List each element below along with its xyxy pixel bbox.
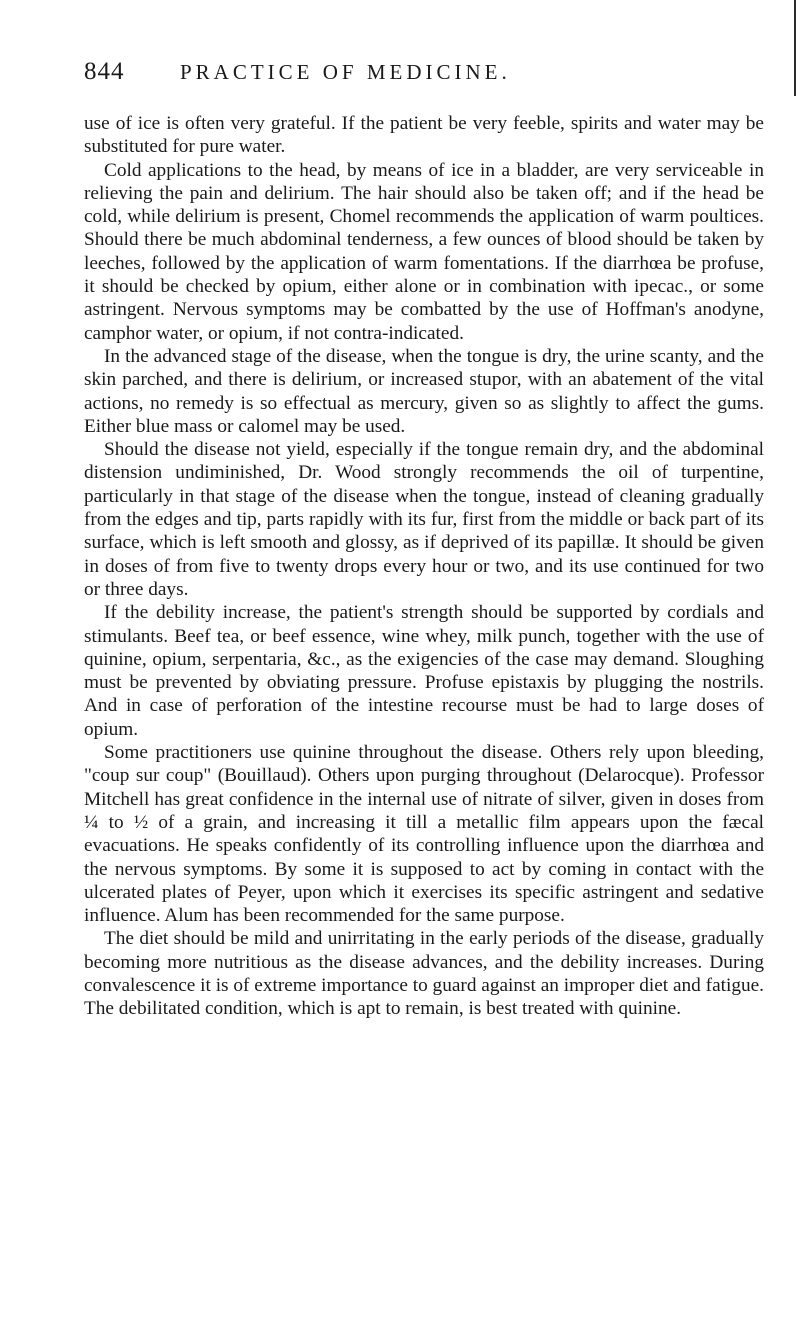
paragraph: Should the disease not yield, especially if the tongue remain dry, and the abdominal distension undiminished, Dr. Wood strongly recommends the oil of turpentine, particularly in that stage of the disease when the tongue, instead of cleaning gradually from the edges and tip, parts rapidly with its fur, first from the middle or back part of its surface, which is left smooth and glossy, as if deprived of its papillæ. It should be given in doses of from five to twenty drops every hour or two, and its use continued for two or three days. — [84, 439, 764, 600]
page-number: 844 — [84, 58, 125, 85]
paragraph: use of ice is often very grateful. If the patient be very feeble, spirits and water may be substituted for pure water. — [84, 113, 764, 158]
page-edge-rule — [794, 0, 796, 96]
paragraph: In the advanced stage of the disease, when the tongue is dry, the urine scanty, and the skin parched, and there is delirium, or increased stupor, with an abatement of the vital actions, no remedy is so effectual as mercury, given so as slightly to affect the gums. Either blue mass or calomel may be used. — [84, 345, 764, 437]
paragraph: Some practitioners use quinine throughout the disease. Others rely upon bleeding, "coup sur coup" (Bouillaud). Others upon purging throughout (Delarocque). Professor Mitchell has great confidence in the internal use of nitrate of silver, given in doses from ¼ to ½ of a grain, and increasing it till a metallic film appears upon the fæcal evacuations. He speaks confidently of its controlling influence upon the diarrhœa and the nervous symptoms. By some it is supposed to act by coming in contact with the ulcerated plates of Peyer, upon which it exercises its specific astringent and sedative influence. Alum has been recommended for the same purpose. — [84, 742, 764, 927]
paragraph: The diet should be mild and unirritating in the early periods of the disease, gradually becoming more nutritious as the disease advances, and the debility increases. During convalescence it is of extreme importance to guard against an improper diet and fatigue. The debilitated condition, which is apt to remain, is best treated with quinine. — [84, 928, 764, 1020]
paragraph: If the debility increase, the patient's strength should be supported by cordials and stimulants. Beef tea, or beef essence, wine whey, milk punch, together with the use of quinine, opium, serpentaria, &c., as the exigencies of the case may demand. Sloughing must be prevented by obviating pressure. Profuse epistaxis by plugging the nostrils. And in case of perforation of the intestine recourse must be had to large doses of opium. — [84, 602, 764, 740]
running-header — [84, 58, 764, 92]
body-text — [84, 112, 764, 1021]
running-title: PRACTICE OF MEDICINE. — [180, 60, 511, 84]
paragraph: Cold applications to the head, by means of ice in a bladder, are very serviceable in relieving the pain and delirium. The hair should also be taken off; and if the head be cold, while delirium is present, Chomel recommends the application of warm poultices. Should there be much abdominal tenderness, a few ounces of blood should be taken by leeches, followed by the application of warm fomentations. If the diarrhœa be profuse, it should be checked by opium, either alone or in combination with ipecac., or some astringent. Nervous symptoms may be combatted by the use of Hoffman's anodyne, camphor water, or opium, if not contra-indicated. — [84, 159, 764, 344]
